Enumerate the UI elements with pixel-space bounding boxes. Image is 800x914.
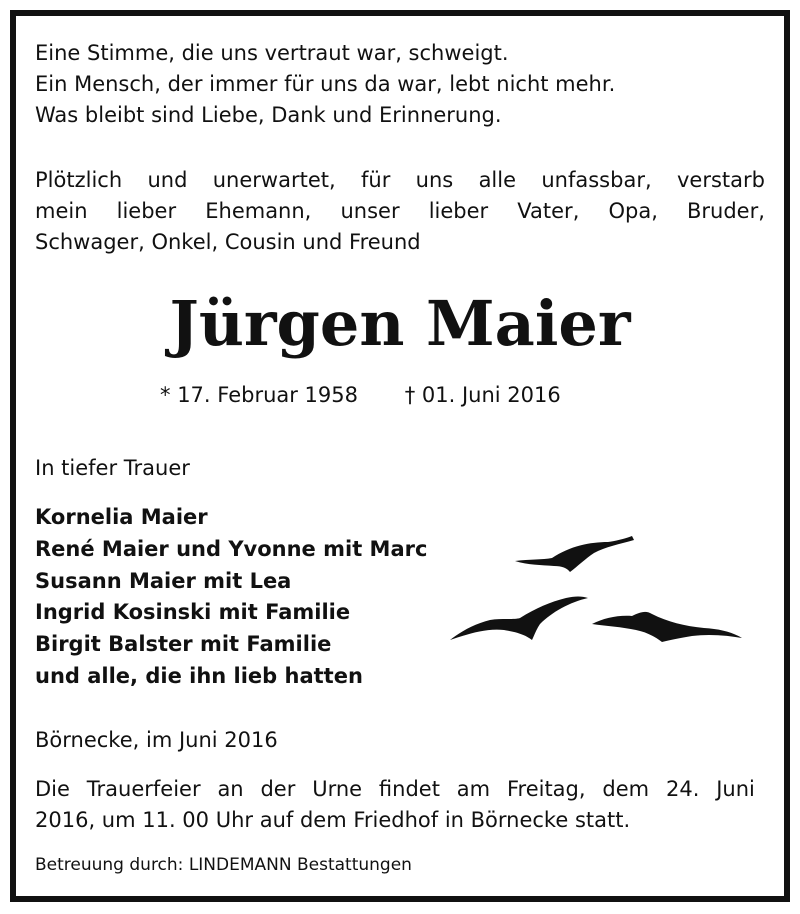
mourning-text: In tiefer Trauer	[35, 456, 190, 480]
intro-word: unser	[340, 199, 400, 223]
family-member: René Maier und Yvonne mit Marc	[35, 536, 428, 561]
funeral-word: Trauerfeier	[86, 777, 201, 801]
family-member: Ingrid Kosinski mit Familie	[35, 600, 351, 625]
funeral-word: Die	[35, 777, 70, 801]
intro-word: Opa,	[608, 199, 658, 223]
birth-symbol: *	[160, 383, 171, 407]
funeral-word: dem	[602, 777, 650, 801]
funeral-home-credit: Betreuung durch: LINDEMANN Bestattungen	[35, 855, 412, 875]
intro-word: unfassbar,	[541, 168, 652, 192]
family-member: Kornelia Maier	[35, 505, 208, 529]
intro-word: verstarb	[676, 168, 765, 192]
birth-date: 17. Februar 1958	[177, 383, 359, 407]
quote-line: Ein Mensch, der immer für uns da war, lebt nicht mehr.	[35, 72, 616, 96]
quote-block	[35, 38, 615, 131]
seagull-icon	[515, 536, 634, 572]
life-dates	[160, 380, 561, 411]
funeral-word: 24.	[665, 777, 700, 801]
intro-word: lieber	[428, 199, 489, 223]
intro-word: und	[147, 168, 188, 192]
intro-word: alle	[478, 168, 517, 192]
intro-word: mein	[35, 199, 88, 223]
funeral-word: findet	[378, 777, 440, 801]
funeral-word: Urne	[312, 777, 363, 801]
place-date: Börnecke, im Juni 2016	[35, 728, 278, 752]
funeral-notice	[35, 774, 765, 836]
intro-line	[35, 196, 765, 227]
family-member: Susann Maier mit Lea	[35, 568, 292, 593]
family-member: Birgit Balster mit Familie	[35, 632, 332, 657]
intro-word: Vater,	[517, 199, 580, 223]
funeral-word: am	[456, 777, 491, 801]
intro-word: unerwartet,	[212, 168, 336, 192]
funeral-word: Freitag,	[506, 777, 586, 801]
death-symbol: †	[404, 383, 416, 407]
intro-word: Plötzlich	[35, 168, 123, 192]
seagulls-illustration	[440, 520, 760, 660]
funeral-word: an	[217, 777, 244, 801]
intro-word: lieber	[116, 199, 177, 223]
deceased-name: Jürgen Maier	[169, 287, 631, 360]
family-member: und alle, die ihn lieb hatten	[35, 663, 363, 688]
funeral-line: 2016, um 11. 00 Uhr auf dem Friedhof in Börnecke statt.	[35, 808, 631, 832]
intro-line	[35, 165, 765, 196]
seagull-icon	[592, 612, 742, 642]
quote-line: Eine Stimme, die uns vertraut war, schweigt.	[35, 41, 509, 65]
intro-word: uns	[415, 168, 454, 192]
funeral-word: der	[260, 777, 296, 801]
funeral-word: Juni	[716, 777, 755, 801]
seagull-icon	[450, 597, 588, 641]
family-list	[35, 502, 427, 693]
intro-line: Schwager, Onkel, Cousin und Freund	[35, 230, 421, 254]
funeral-line	[35, 774, 755, 805]
intro-word: Ehemann,	[205, 199, 312, 223]
death-date: 01. Juni 2016	[421, 383, 561, 407]
intro-block	[35, 165, 765, 258]
intro-word: Bruder,	[687, 199, 765, 223]
quote-line: Was bleibt sind Liebe, Dank und Erinnerung.	[35, 103, 502, 127]
intro-word: für	[361, 168, 391, 192]
